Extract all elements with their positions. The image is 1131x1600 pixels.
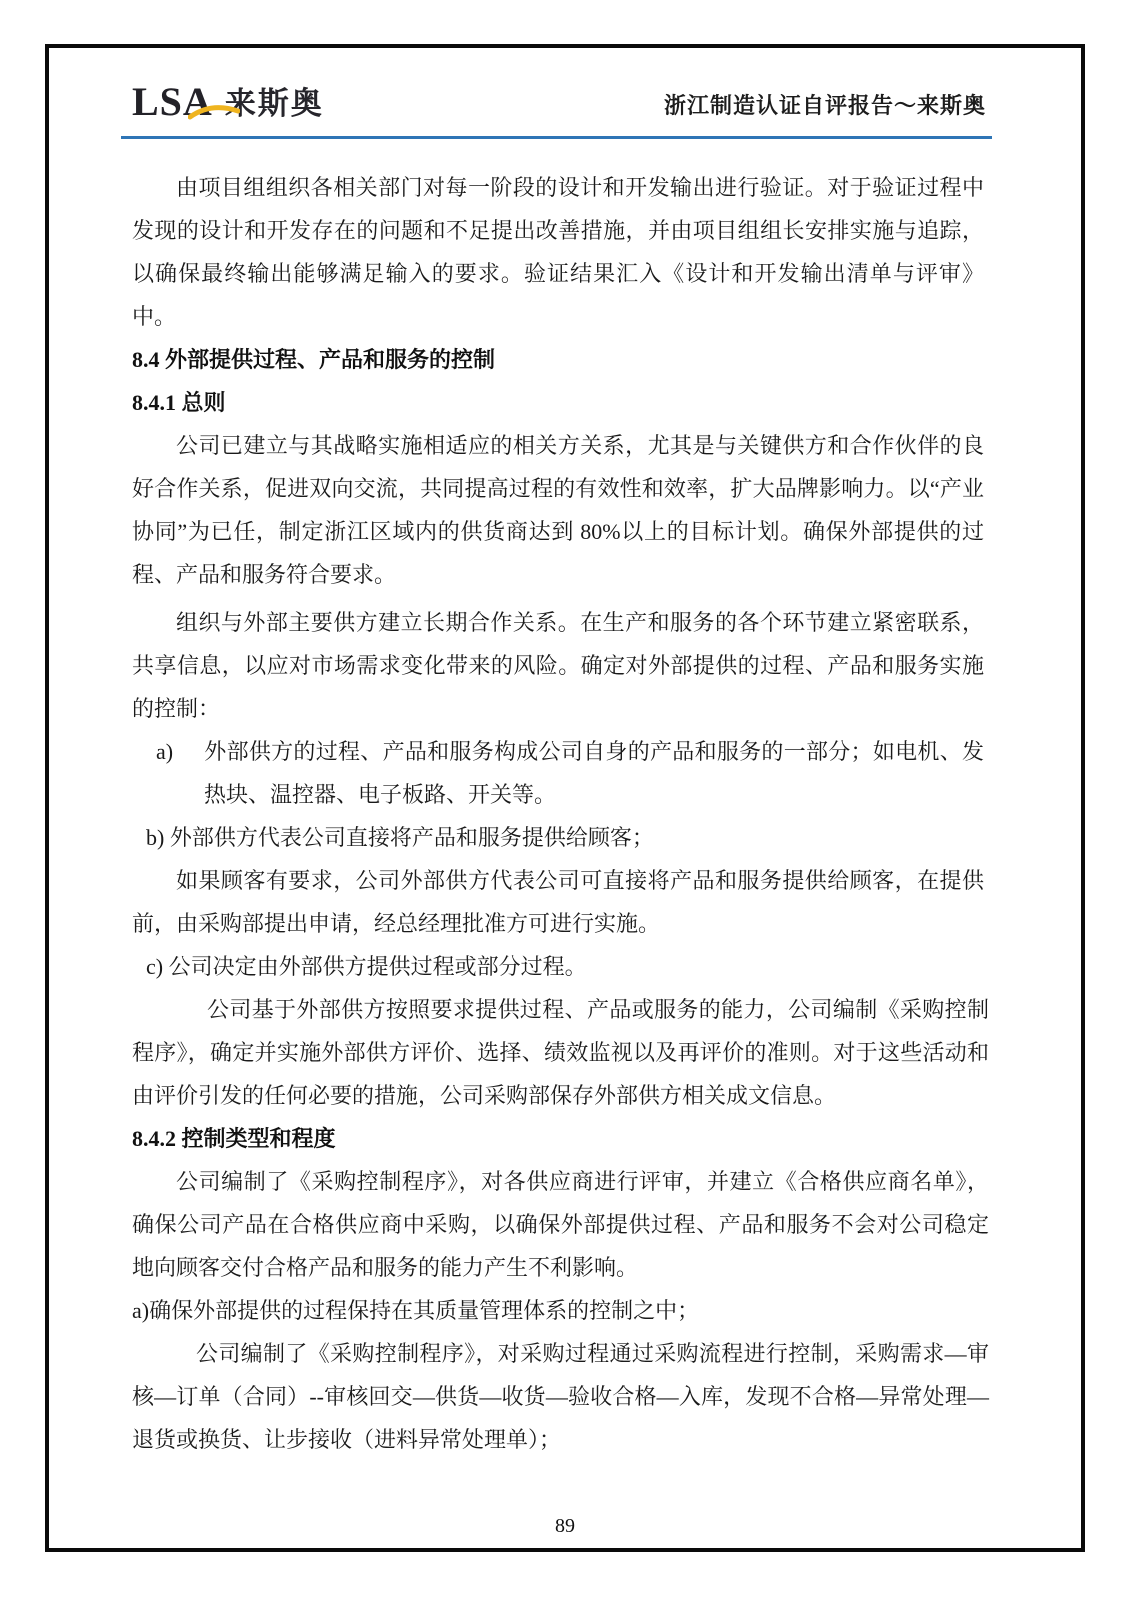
list-item-a-text: 外部供方的过程、产品和服务构成公司自身的产品和服务的一部分；如电机、发热块、温控器、电子板路、开关等。 <box>204 739 984 807</box>
brand-logo <box>132 79 324 124</box>
paragraph-intro: 由项目组组织各相关部门对每一阶段的设计和开发输出进行验证。对于验证过程中发现的设计和开发存在的问题和不足提出改善措施，并由项目组组长安排实施与追踪，以确保最终输出能够满足输入的要求。验证结果汇入《设计和开发输出清单与评审》中。 <box>132 175 984 329</box>
page-number: 89 <box>555 1515 575 1537</box>
paragraph-841-3: 如果顾客有要求，公司外部供方代表公司可直接将产品和服务提供给顾客，在提供前，由采购部提出申请，经总经理批准方可进行实施。 <box>132 868 984 936</box>
list-item-c: c) 公司决定由外部供方提供过程或部分过程。 <box>146 954 587 979</box>
page-header <box>49 48 1081 152</box>
paragraph-841-4: 公司基于外部供方按照要求提供过程、产品或服务的能力，公司编制《采购控制程序》，确定并实施外部供方评价、选择、绩效监视以及再评价的准则。对于这些活动和由评价引发的任何必要的措施，公司采购部保存外部供方相关成文信息。 <box>132 997 989 1108</box>
page-frame <box>45 44 1085 1552</box>
paragraph-841-1: 公司已建立与其战略实施相适应的相关方关系，尤其是与关键供方和合作伙伴的良好合作关系，促进双向交流，共同提高过程的有效性和效率，扩大品牌影响力。以“产业协同”为已任，制定浙江区域内的供货商达到 80%以上的目标计划。确保外部提供的过程、产品和服务符合要求。 <box>132 433 984 587</box>
list-item-a-marker: a) <box>156 739 174 764</box>
paragraph-841-2: 组织与外部主要供方建立长期合作关系。在生产和服务的各个环节建立紧密联系，共享信息，以应对市场需求变化带来的风险。确定对外部提供的过程、产品和服务实施的控制： <box>132 610 984 721</box>
header-divider <box>121 136 992 139</box>
logo-lsa-text: LSA <box>132 79 213 124</box>
paragraph-842-1: 公司编制了《采购控制程序》，对各供应商进行评审，并建立《合格供应商名单》，确保公司产品在合格供应商中采购，以确保外部提供过程、产品和服务不会对公司稳定地向顾客交付合格产品和服务的能力产生不利影响。 <box>132 1169 989 1280</box>
list-item-b: b) 外部供方代表公司直接将产品和服务提供给顾客； <box>146 825 654 850</box>
document-title: 浙江制造认证自评报告～来斯奥 <box>663 93 986 118</box>
section-heading-8-4-1: 8.4.1 总则 <box>132 390 226 415</box>
list-item-a2: a)确保外部提供的过程保持在其质量管理体系的控制之中； <box>132 1298 700 1323</box>
section-heading-8-4: 8.4 外部提供过程、产品和服务的控制 <box>132 347 496 372</box>
paragraph-842-2: 公司编制了《采购控制程序》，对采购过程通过采购流程进行控制，采购需求—审核—订单（合同）--审核回交—供货—收货—验收合格—入库，发现不合格—异常处理—退货或换货、让步接收（进料异常处理单）； <box>132 1341 989 1452</box>
logo-swoosh-icon <box>188 103 240 121</box>
list-item-a <box>132 730 984 816</box>
document-body <box>49 152 1080 1461</box>
section-heading-8-4-2: 8.4.2 控制类型和程度 <box>132 1126 336 1151</box>
logo-cn-text: 来斯奥 <box>224 86 324 121</box>
